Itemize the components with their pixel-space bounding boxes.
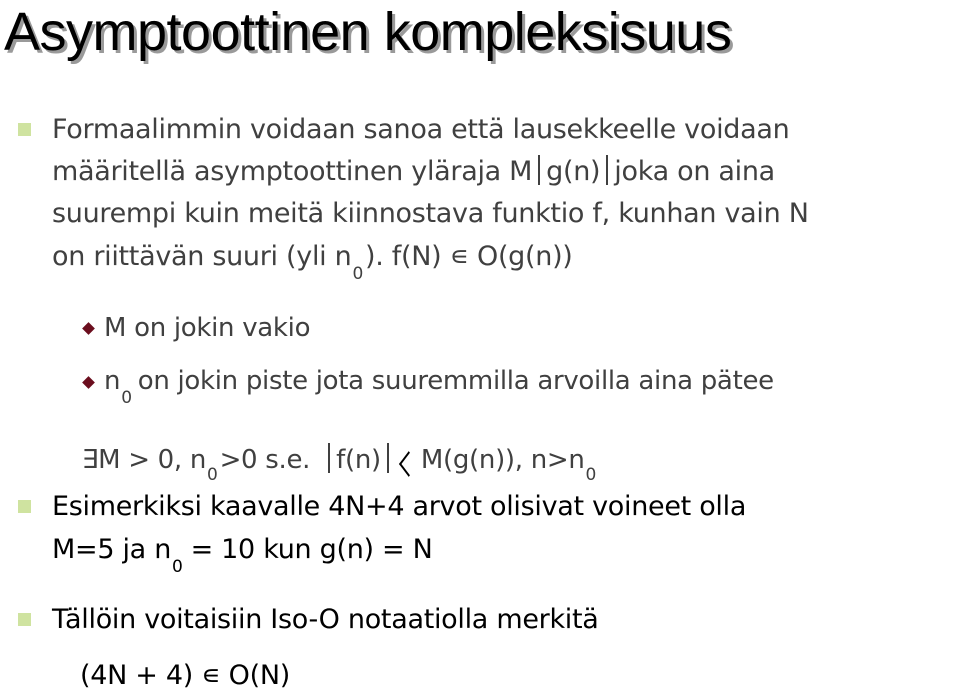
subscript: 0 [121,388,132,408]
formula-b: >0 s.e. [219,445,311,475]
bullet1-line4-a: on riittävän suuri (yli n [52,241,352,272]
subscript: 0 [585,465,597,485]
bullet1-line2-c: joka on aina [614,156,775,187]
bullet-square-icon [18,500,31,513]
bullet1-line2-b: g(n) [546,156,601,187]
bullet2-line1: Esimerkiksi kaavalle 4N+4 arvot olisivat voineet olla [52,491,747,522]
formula-d: M(g(n)), n>n [420,445,585,475]
subscript: 0 [207,465,218,485]
bullet1-line3: suurempi kuin meitä kiinnostava funktio f, kunhan vain N [52,198,809,229]
bullet1-line2 [52,155,775,189]
bullet1-line4 [52,240,573,284]
bullet2-line2 [52,533,433,577]
sub-bullet-1: M on jokin vakio [104,313,311,343]
bullet3-line1: Tällöin voitaisiin Iso-O notaatiolla merkitä [52,604,599,635]
bullet1-line2-a: määritellä asymptoottinen yläraja M [52,156,533,187]
bullet-diamond-icon [82,322,95,335]
abs-bar [387,443,389,473]
result-formula: (4N + 4) ∊ O(N) [80,660,290,691]
bullet2-line2-a: M=5 ja n [52,534,172,565]
slide-title: Asymptoottinen kompleksisuus [4,2,732,62]
abs-bar [538,155,540,185]
formula-c: f(n) [336,445,381,475]
bullet1-line1: Formaalimmin voidaan sanoa että lausekkeelle voidaan [52,114,790,145]
bullet-diamond-icon [82,376,95,389]
bullet-square-icon [18,613,31,626]
sub-bullet-2 [104,364,774,408]
sub-bullet-2-text: on jokin piste jota suuremmilla arvoilla aina pätee [137,366,774,396]
bullet1-line4-b: ). f(N) ∊ O(g(n)) [364,241,573,272]
bullet-square-icon [18,123,31,136]
formula-a: ∃M > 0, n [82,445,207,475]
sub-bullet-2-n: n [104,366,121,396]
bullet2-line2-b: = 10 kun g(n) = N [190,534,433,565]
subscript: 0 [172,557,183,577]
subscript: 0 [352,264,363,284]
less-equal-icon [397,448,417,470]
abs-bar [328,443,330,473]
formula-line [82,443,598,485]
abs-bar [606,155,608,185]
